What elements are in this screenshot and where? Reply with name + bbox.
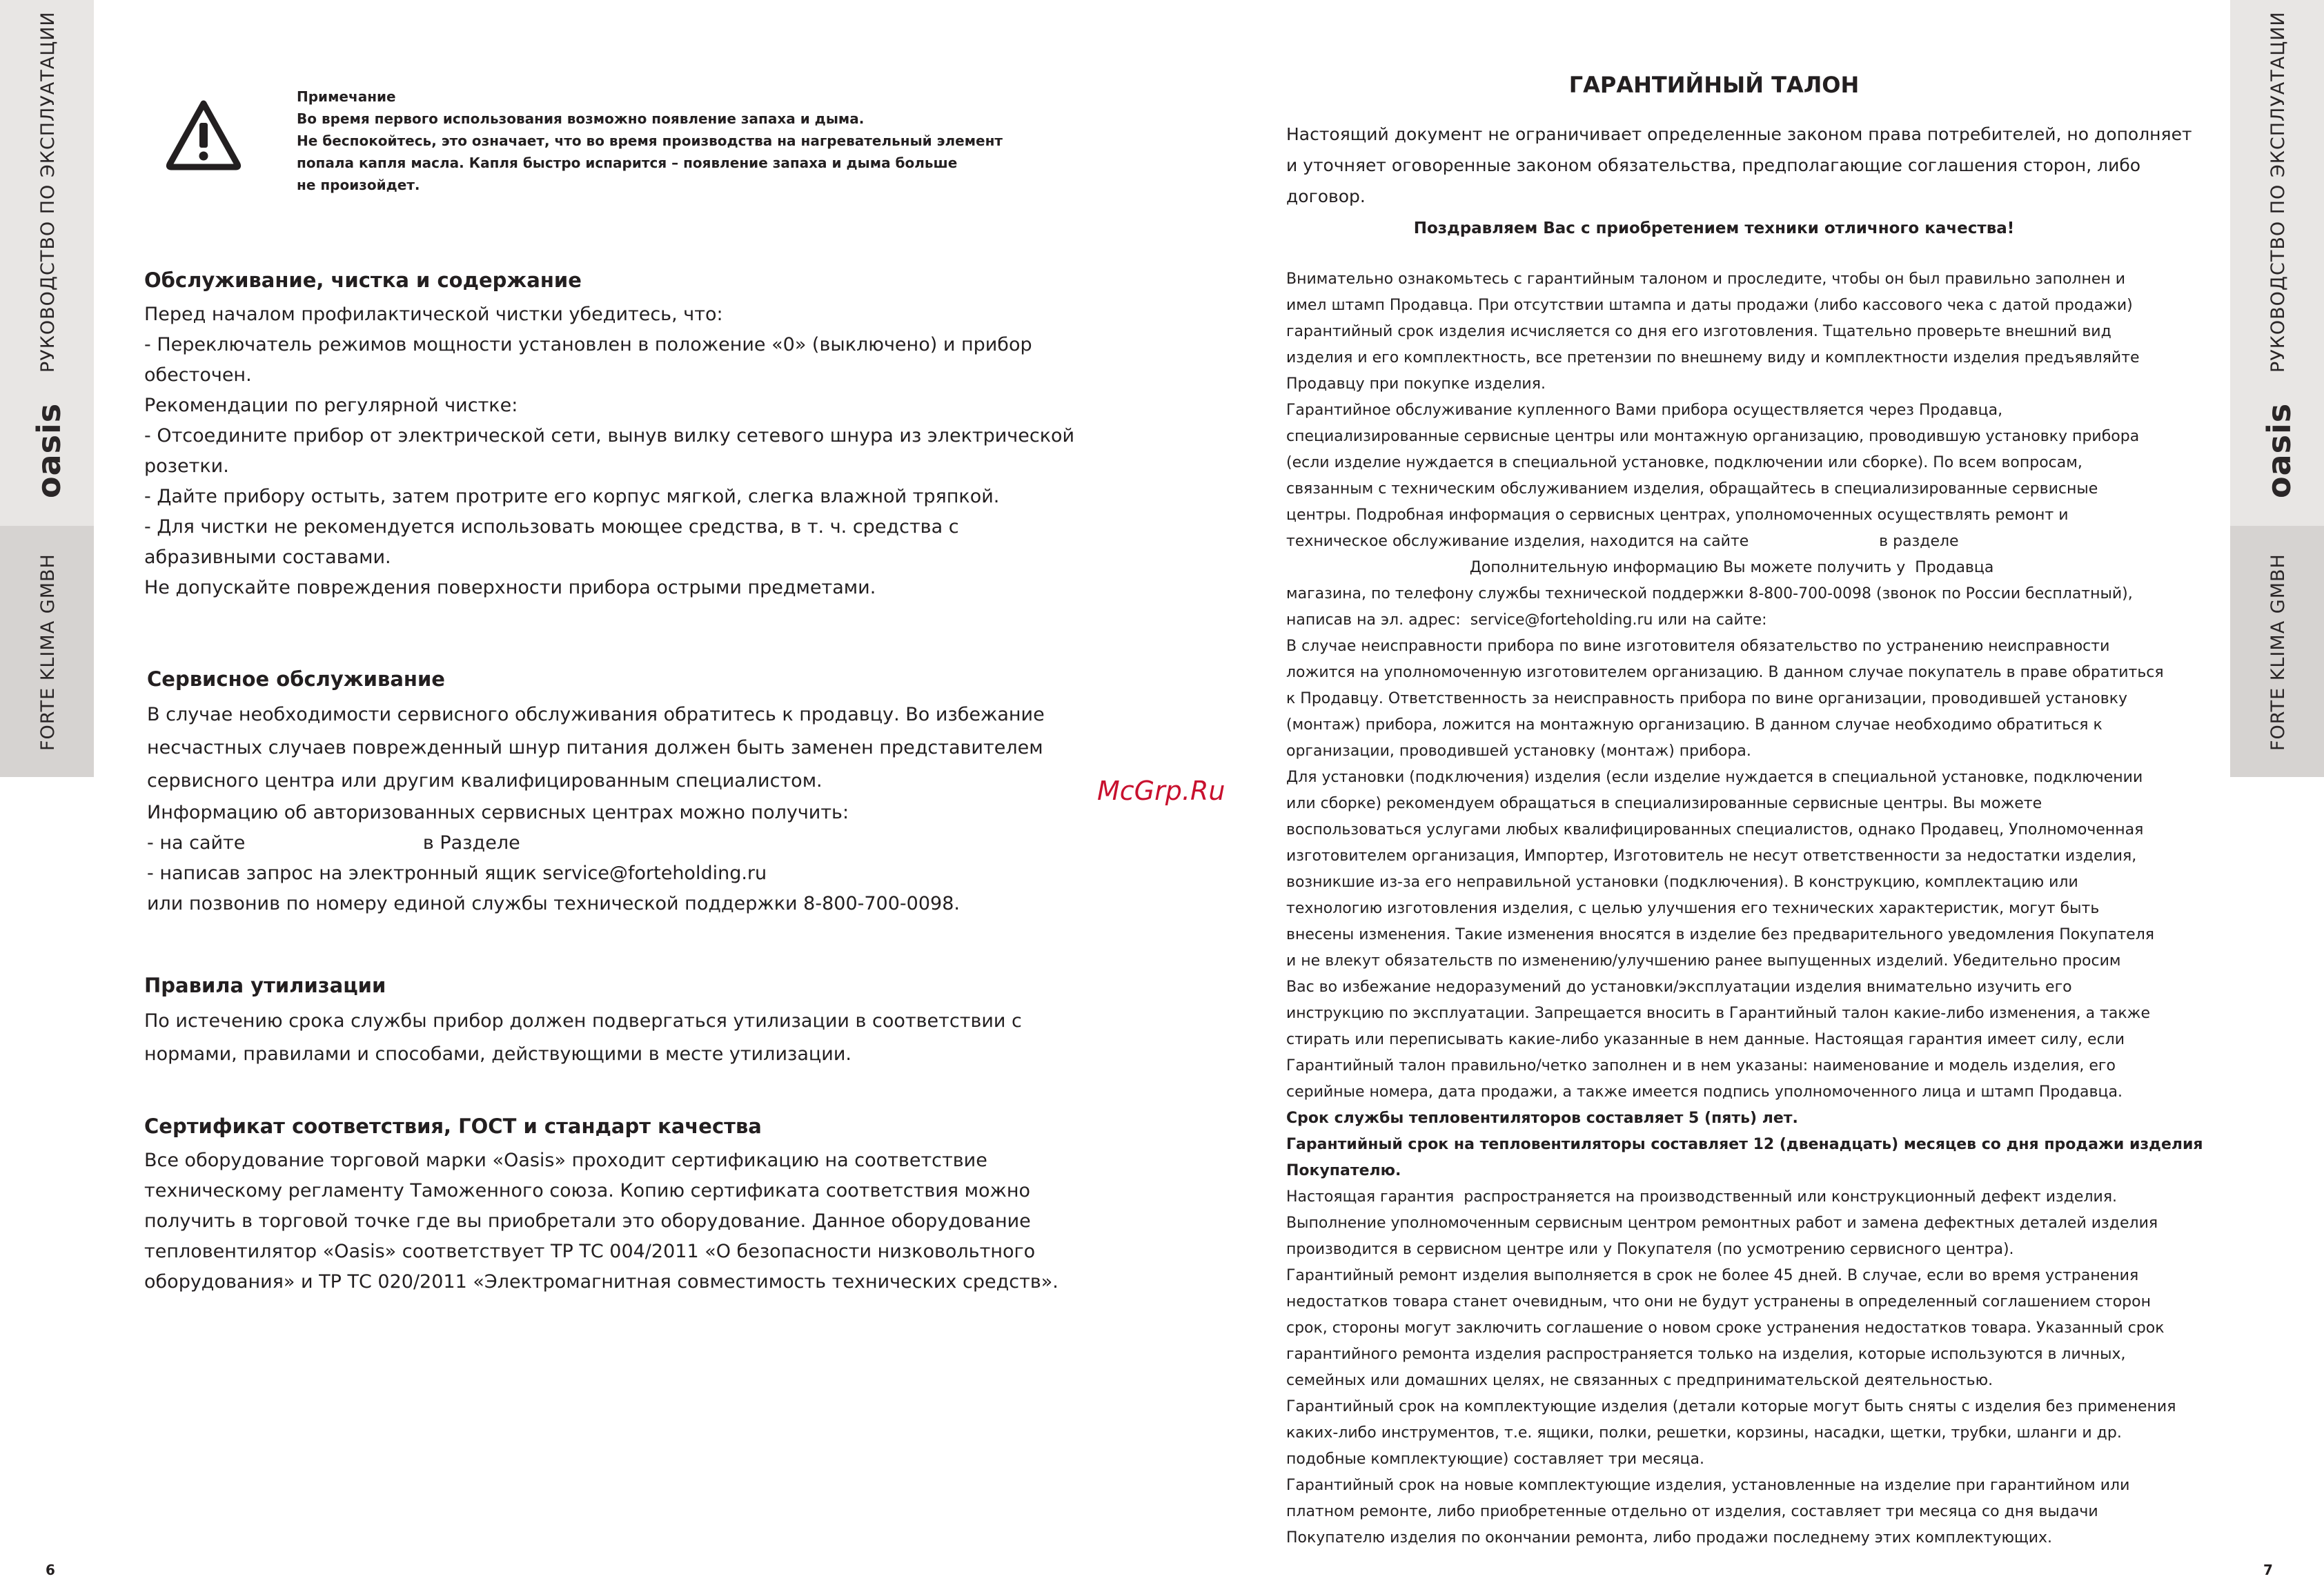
warranty-line: серийные номера, дата продажи, а также имеется подпись уполномоченного лица и штамп Продавца. <box>1286 1083 2123 1101</box>
warranty-line: написав на эл. адрес: service@forteholding.ru или на сайте: <box>1286 611 1767 629</box>
warranty-line: возникшие из-за его неправильной установки (подключения). В конструкцию, комплектацию или <box>1286 874 2078 891</box>
warranty-line: магазина, по телефону службы технической поддержки 8-800-700-0098 (звонок по России бесплатный), <box>1286 585 2133 602</box>
section-title: Правила утилизации <box>144 974 386 997</box>
section-line: Не допускайте повреждения поверхности прибора острыми предметами. <box>144 577 876 598</box>
sidebar-brand-logo: oasis <box>2261 402 2298 498</box>
section-line: тепловентилятор «Oasis» соответствует ТР ТС 004/2011 «О безопасности низковольтного <box>144 1241 1036 1262</box>
warranty-line: Гарантийное обслуживание купленного Вами прибора осуществляется через Продавца, <box>1286 402 2003 419</box>
section-line: оборудования» и ТР ТС 020/2011 «Электромагнитная совместимость технических средств». <box>144 1271 1058 1293</box>
warranty-line-bold: Гарантийный срок на тепловентиляторы составляет 12 (двенадцать) месяцев со дня продажи изделия <box>1286 1136 2203 1153</box>
section-line: - Переключатель режимов мощности установлен в положение «0» (выключено) и прибор <box>144 334 1032 355</box>
warranty-line-bold: Покупателю. <box>1286 1162 1401 1179</box>
section-line: сервисного центра или другим квалифицированным специалистом. <box>147 770 823 792</box>
warranty-line: Вас во избежание недоразумений до установки/эксплуатации изделия внимательно изучить его <box>1286 979 2072 996</box>
warranty-line: изделия и его комплектность, все претензии по внешнему виду и комплектности изделия предъявляйте <box>1286 349 2140 366</box>
section-title: Обслуживание, чистка и содержание <box>144 268 582 292</box>
warranty-line: центры. Подробная информация о сервисных центрах, уполномоченных осуществлять ремонт и <box>1286 507 2069 524</box>
section-line: - на сайте в Разделе <box>147 832 520 854</box>
section-line: - Дайте прибору остыть, затем протрите его корпус мягкой, слегка влажной тряпкой. <box>144 486 1000 507</box>
intro-line: Настоящий документ не ограничивает определенные законом права потребителей, но дополняет <box>1286 124 2192 144</box>
warranty-line: производится в сервисном центре или у Покупателя (по усмотрению сервисного центра). <box>1286 1241 2014 1258</box>
warranty-line: имел штамп Продавца. При отсутствии штампа и даты продажи (либо кассового чека с датой продажи) <box>1286 297 2133 314</box>
section-line: По истечению срока службы прибор должен подвергаться утилизации в соответствии с <box>144 1010 1022 1032</box>
warranty-line: Гарантийный срок на комплектующие изделия (детали которые могут быть сняты с изделия без применения <box>1286 1398 2176 1415</box>
right-sidebar <box>2230 0 2324 777</box>
warranty-line-bold: Срок службы тепловентиляторов составляет 5 (пять) лет. <box>1286 1110 1798 1127</box>
section-line: получить в торговой точке где вы приобретали это оборудование. Данное оборудование <box>144 1210 1031 1232</box>
warranty-line: В случае неисправности прибора по вине изготовителя обязательство по устранению неисправности <box>1286 638 2110 655</box>
warranty-line: гарантийного ремонта изделия распространяется только на изделия, которые используются в личных, <box>1286 1346 2126 1363</box>
section-line: - Для чистки не рекомендуется использовать моющее средства, в т. ч. средства с <box>144 516 959 538</box>
warranty-line: (если изделие нуждается в специальной установке, подключении или сборке). По всем вопросам, <box>1286 454 2082 471</box>
section-line: или позвонив по номеру единой службы технической поддержки 8-800-700-0098. <box>147 893 960 914</box>
sidebar-company-label: FORTE KLIMA GMBH <box>2267 553 2289 751</box>
warranty-line: стирать или переписывать какие-либо указанные в нем данные. Настоящая гарантия имеет силу, если <box>1286 1031 2125 1048</box>
warranty-line: Продавцу при покупке изделия. <box>1286 375 1546 393</box>
section-line: розетки. <box>144 455 229 477</box>
section-line: - написав запрос на электронный ящик service@forteholding.ru <box>147 863 767 884</box>
warranty-line: к Продавцу. Ответственность за неисправность прибора по вине организации, проводившей установку <box>1286 690 2128 707</box>
section-line: обесточен. <box>144 364 252 386</box>
sidebar-company-label: FORTE KLIMA GMBH <box>37 553 59 751</box>
warranty-line: Покупателю изделия по окончании ремонта, либо продажи последнему этих комплектующих. <box>1286 1529 2053 1546</box>
warranty-line: Для установки (подключения) изделия (если изделие нуждается в специальной установке, подключении <box>1286 769 2143 786</box>
page-number-right: 7 <box>2263 1562 2273 1578</box>
section-service <box>147 665 1045 919</box>
warranty-line: платном ремонте, либо приобретенные отдельно от изделия, составляет три месяца со дня выдачи <box>1286 1503 2098 1520</box>
note-line: попала капля масла. Капля быстро испарится – появление запаха и дыма больше <box>297 155 958 171</box>
sidebar-manual-label: РУКОВОДСТВО ПО ЭКСПЛУАТАЦИИ <box>2267 11 2289 373</box>
note-line: не произойдет. <box>297 177 420 193</box>
warranty-line: срок, стороны могут заключить соглашение о новом сроке устранения недостатков товара. Указанный срок <box>1286 1319 2165 1337</box>
warranty-line: недостатков товара станет очевидным, что они не будут устранены в определенный соглашением сторон <box>1286 1293 2151 1310</box>
warranty-line: внесены изменения. Такие изменения вносятся в изделие без предварительного уведомления Покупателя <box>1286 926 2155 943</box>
warning-icon <box>164 98 243 171</box>
section-line: - Отсоедините прибор от электрической сети, вынув вилку сетевого шнура из электрической <box>144 425 1075 446</box>
warranty-line: инструкцию по эксплуатации. Запрещается вносить в Гарантийный талон какие-либо изменения, а также <box>1286 1005 2150 1022</box>
section-line: В случае необходимости сервисного обслуживания обратитесь к продавцу. Во избежание <box>147 704 1045 725</box>
warranty-line: специализированные сервисные центры или монтажную организацию, проводившую установку прибора <box>1286 428 2140 445</box>
section-line: нормами, правилами и способами, действующими в месте утилизации. <box>144 1043 851 1065</box>
section-title: Сертификат соответствия, ГОСТ и стандарт качества <box>144 1114 762 1138</box>
section-maintenance <box>144 266 1074 603</box>
warranty-line: Выполнение уполномоченным сервисным центром ремонтных работ и замена дефектных деталей изделия <box>1286 1215 2158 1232</box>
page-title: ГАРАНТИЙНЫЙ ТАЛОН <box>1568 72 1860 98</box>
section-line: несчастных случаев поврежденный шнур питания должен быть заменен представителем <box>147 737 1043 758</box>
note-title: Примечание <box>297 88 396 105</box>
warranty-line: Настоящая гарантия распространяется на производственный или конструкционный дефект изделия. <box>1286 1188 2118 1206</box>
warranty-line: организации, проводившей установку (монтаж) прибора. <box>1286 743 1751 760</box>
section-title: Сервисное обслуживание <box>147 667 445 691</box>
warranty-line: и не влекут обязательств по изменению/улучшению ранее выпущенных изделий. Убедительно просим <box>1286 952 2121 970</box>
warranty-line: каких-либо инструментов, т.е. ящики, полки, решетки, корзины, насадки, щетки, трубки, шланги и др. <box>1286 1424 2122 1442</box>
warranty-line: или сборке) рекомендуем обращаться в специализированные сервисные центры. Вы можете <box>1286 795 2042 812</box>
warranty-line: (монтаж) прибора, ложится на монтажную организацию. В данном случае необходимо обратиться к <box>1286 716 2103 734</box>
warranty-line: гарантийный срок изделия исчисляется со дня его изготовления. Тщательно проверьте внешний вид <box>1286 323 2111 340</box>
section-line: техническому регламенту Таможенного союза. Копию сертификата соответствия можно <box>144 1180 1030 1201</box>
warranty-line: Гарантийный ремонт изделия выполняется в срок не более 45 дней. В случае, если во время устранения <box>1286 1267 2139 1284</box>
section-certificate <box>144 1112 1058 1297</box>
warranty-line: Гарантийный срок на новые комплектующие изделия, установленные на изделие при гарантийном или <box>1286 1477 2130 1494</box>
sidebar-manual-label: РУКОВОДСТВО ПО ЭКСПЛУАТАЦИИ <box>37 11 59 373</box>
warranty-line: техническое обслуживание изделия, находится на сайте в разделе <box>1286 533 1959 550</box>
warranty-line: Внимательно ознакомьтесь с гарантийным талоном и проследите, чтобы он был правильно заполнен и <box>1286 271 2126 288</box>
warranty-line: изготовителем организация, Импортер, Изготовитель не несут ответственности за недостатки изделия, <box>1286 847 2137 865</box>
note-block <box>297 86 1028 196</box>
section-line: Информацию об авторизованных сервисных центрах можно получить: <box>147 802 849 823</box>
note-line: Во время первого использования возможно появление запаха и дыма. <box>297 110 865 127</box>
warranty-line: связанным с техническим обслуживанием изделия, обращайтесь в специализированные сервисные <box>1286 480 2098 498</box>
left-sidebar <box>0 0 94 777</box>
warranty-text <box>1286 266 2203 1551</box>
section-disposal <box>144 972 1022 1071</box>
intro-paragraph <box>1286 119 2192 212</box>
section-line: Рекомендации по регулярной чистке: <box>144 395 518 416</box>
warranty-line: воспользоваться услугами любых квалифицированных специалистов, однако Продавец, Уполномоченная <box>1286 821 2144 838</box>
congrats-heading: Поздравляем Вас с приобретением техники отличного качества! <box>1413 219 2015 237</box>
note-line: Не беспокойтесь, это означает, что во время производства на нагревательный элемент <box>297 132 1003 149</box>
intro-line: и уточняет оговоренные законом обязательства, предполагающие соглашения сторон, либо <box>1286 155 2141 175</box>
sidebar-brand-logo: oasis <box>30 402 68 498</box>
warranty-line: ложится на уполномоченную изготовителем организацию. В данном случае покупатель в праве обратиться <box>1286 664 2164 681</box>
warranty-line: подобные комплектующие) составляет три месяца. <box>1286 1451 1704 1468</box>
intro-line: договор. <box>1286 186 1366 206</box>
page-number-left: 6 <box>46 1562 55 1578</box>
warranty-line: семейных или домашних целях, не связанных с предпринимательской деятельностью. <box>1286 1372 1993 1389</box>
watermark: McGrp.Ru <box>1097 776 1225 806</box>
section-line: Перед началом профилактической чистки убедитесь, что: <box>144 304 723 325</box>
warranty-line: Гарантийный талон правильно/четко заполнен и в нем указаны: наименование и модель изделия, его <box>1286 1057 2116 1074</box>
section-line: абразивными составами. <box>144 547 391 568</box>
section-line: Все оборудование торговой марки «Oasis» проходит сертификацию на соответствие <box>144 1150 987 1171</box>
warranty-line: технологию изготовления изделия, с целью улучшения его технических характеристик, могут быть <box>1286 900 2100 917</box>
warranty-line: Дополнительную информацию Вы можете получить у Продавца <box>1286 559 1994 576</box>
